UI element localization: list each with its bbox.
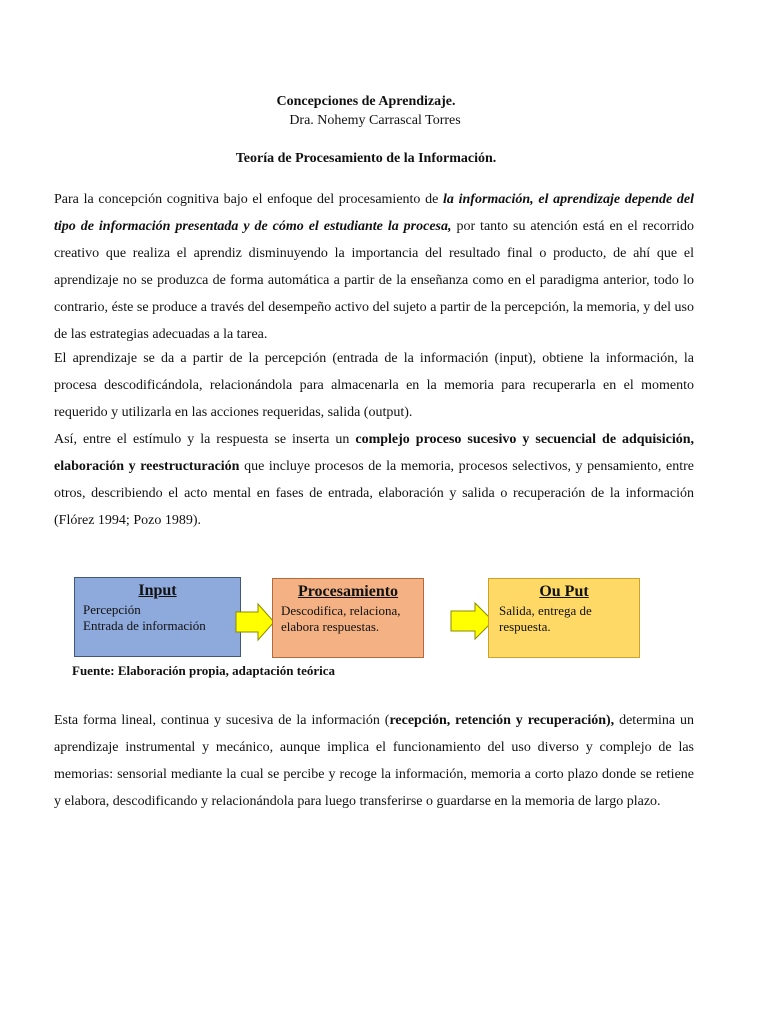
paragraph-intro (54, 186, 694, 348)
processing-box-title: Procesamiento (297, 583, 399, 600)
paragraph-intro-text: Para la concepción cognitiva bajo el enfoque del procesamiento de (54, 192, 444, 207)
paragraph-intro-rest: por tanto su atención está en el recorrido creativo que realiza el aprendiz disminuyendo la importancia del resultado final o producto, de ahí que el aprendizaje no se produzca de forma automática a partir de la enseñanza como en el paradigma anterior, todo lo contrario, éste se produce a través del desempeño activo del sujeto a partir de la percepción, la memoria, y del uso de las estrategias adecuadas a la tarea. (54, 219, 694, 342)
processing-box-line2: elabora respuestas. (281, 619, 380, 634)
paragraph-process-rest: que incluye procesos de la memoria, procesos selectivos, y pensamiento, entre otros, describiendo el acto mental en fases de entrada, elaboración y salida o recuperación de la información (Flórez 1994; Pozo 1989). (54, 459, 694, 528)
input-box-title: Input (138, 582, 177, 599)
input-box (74, 577, 241, 657)
processing-box (272, 578, 424, 658)
input-box-line2: Entrada de información (83, 618, 206, 633)
diagram-source: Fuente: Elaboración propia, adaptación teórica (72, 663, 336, 678)
paragraph-conclusion (54, 707, 694, 815)
paragraph-conclusion-rest: determina un aprendizaje instrumental y mecánico, aunque implica el funcionamiento del uso diverso y complejo de las memorias: sensorial mediante la cual se percibe y recoge la información, memoria a corto plazo donde se retiene y elabora, descodificando y relacionándola para luego transferirse o guardarse en la memoria de largo plazo. (54, 713, 694, 809)
input-box-line1: Percepción (83, 602, 141, 617)
paragraph-process-emphasis: complejo proceso sucesivo y secuencial de adquisición, elaboración y reestructuración (54, 432, 694, 474)
paragraph-conclusion-emphasis: recepción, retención y recuperación), (389, 713, 615, 728)
paragraph-process (54, 426, 694, 534)
processing-box-line1: Descodifica, relaciona, (281, 603, 401, 618)
paragraph-conclusion-text: Esta forma lineal, continua y sucesiva de la información ( (54, 713, 390, 728)
section-title: Teoría de Procesamiento de la Información. (235, 151, 497, 166)
output-box-title: Ou Put (539, 583, 589, 600)
paragraph-intro-emphasis: la información, el aprendizaje depende del tipo de información presentada y de cómo el estudiante la procesa, (54, 192, 694, 234)
paragraph-process-text: Así, entre el estímulo y la respuesta se inserta un (54, 432, 356, 447)
paragraph-perception: El aprendizaje se da a partir de la percepción (entrada de la información (input), obtiene la información, la procesa descodificándola, relacionándola para almacenarla en la memoria para recuperarla en el momento requerido y utilizarla en las acciones requeridas, salida (output). (54, 351, 694, 420)
output-box (488, 578, 640, 658)
arrow-right-icon (234, 602, 276, 642)
document-title: Concepciones de Aprendizaje. (276, 94, 456, 109)
output-box-line1: Salida, entrega de (499, 603, 592, 618)
output-box-line2: respuesta. (499, 619, 551, 634)
author-name: Dra. Nohemy Carrascal Torres (289, 113, 461, 128)
